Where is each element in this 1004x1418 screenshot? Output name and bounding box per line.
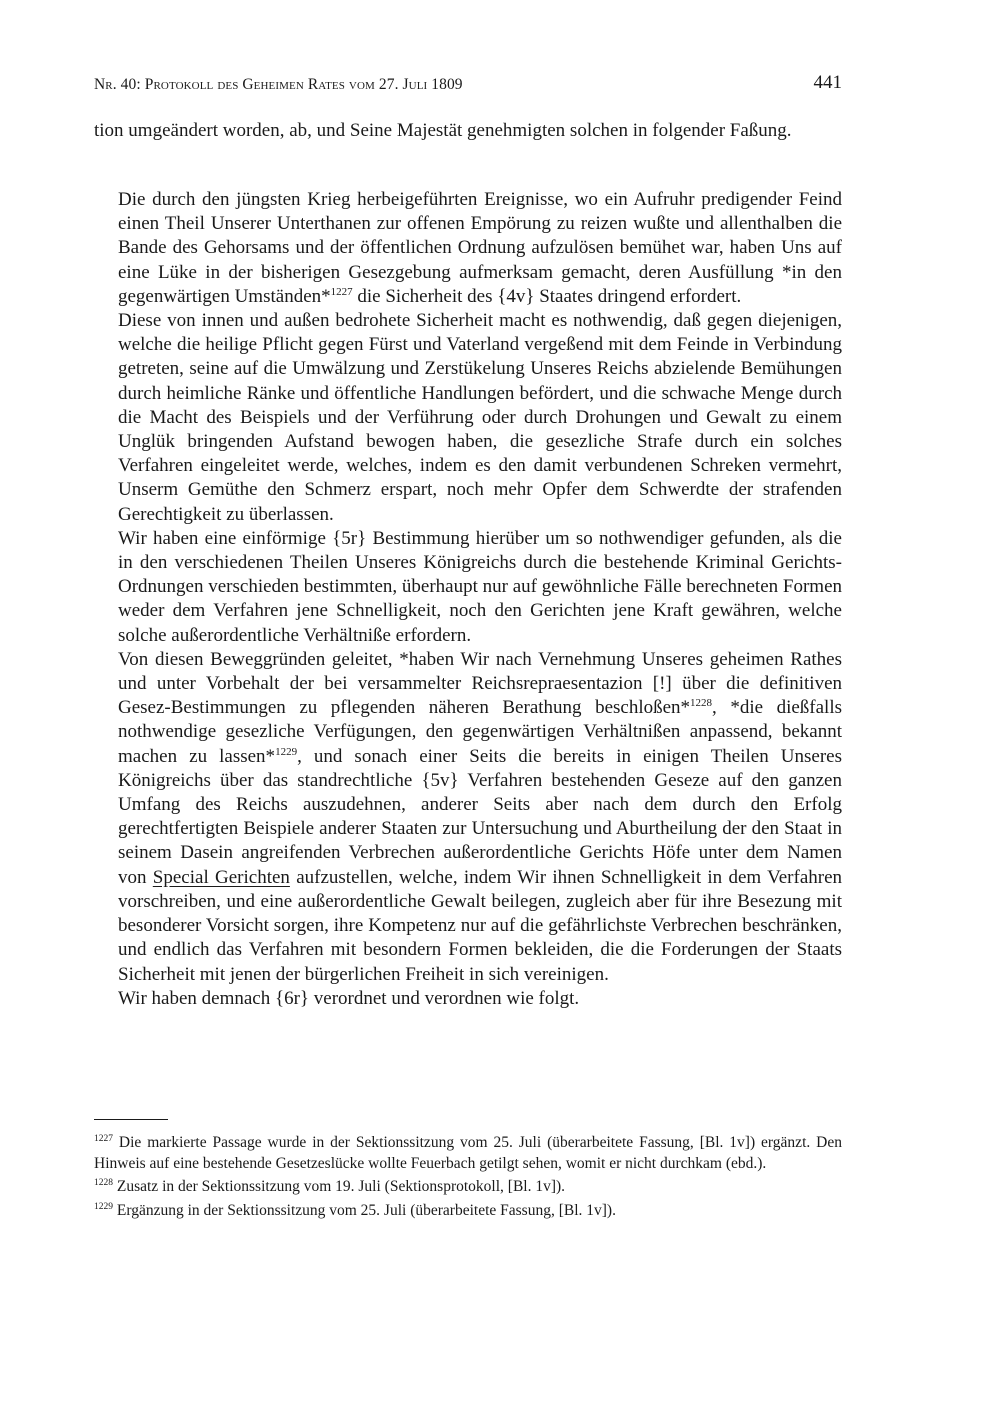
quoted-decree (118, 188, 842, 1011)
paragraph-text: , und sonach einer Seits die bereits in einigen Theilen Unseres Königreichs über das standrechtliche {5v} Verfahren bestehenden Geseze auf den ganzen Umfang des Reichs auszudehnen, anderer Seits aber nach dem durch den Erfolg gerechtfertigten Beispiele anderer Staaten zur Untersuchung und Aburtheilung der den Staat in seinem Dasein angreifenden Verbrechen außerordentliche Gerichts Höfe unter dem Namen von (118, 745, 842, 888)
footnote-number: 1229 (94, 1201, 113, 1212)
underlined-term: Special Gerichten (152, 866, 290, 888)
footnote-number: 1227 (94, 1134, 113, 1144)
footnote (94, 1177, 842, 1198)
page-number: 441 (813, 72, 842, 93)
paragraph-text: Die durch den jüngsten Krieg herbeigeführten Ereignisse, wo ein Aufruhr predigender Feind einen Theil Unserer Unterthanen zur offenen Empörung zu reizen wußte und allenthalben die Bande des Gehorsams und der öffentlichen Ordnung aufzulösen bemühet war, haben Uns auf eine Lüke in der bisherigen Gesezgebung aufmerksam gemacht, deren Ausfüllung *in den gegenwärtigen Umständen* (118, 189, 842, 307)
footnote-text: Ergänzung in der Sektionssitzung vom 25. Juli (überarbeitete Fassung, [Bl. 1v]). (113, 1201, 616, 1219)
decree-paragraph: Diese von innen und außen bedrohete Sicherheit macht es nothwendig, daß gegen diejenigen, welche die heilige Pflicht gegen Fürst und Vaterland vergeßend mit dem Feinde in Verbindung getreten, seine auf die Umwälzung und Zerstükelung Unseres Reichs abzielende Bemühungen durch heimliche Ränke und öffentliche Handlungen befördert, und die schwache Menge durch die Macht des Beispiels und der Verführung oder durch Drohungen und Gewalt zu einem Unglük bringenden Aufstand bewogen haben, die gesezliche Strafe durch ein solches Verfahren eingeleitet werde, welches, indem es den damit verbundenen Schreken vermehrt, Unserm Gemüthe den Schmerz erspart, noch mehr Opfer dem Schwerdte der strafenden Gerechtigkeit zu überlassen. (118, 310, 842, 525)
paragraph-text: aufzustellen, welche, indem Wir ihnen Schnelligkeit in dem Verfahren vorschreiben, und eine außerordentliche Gewalt beilegen, zugleich aber für ihre Besezung mit besonderer Vorsicht sorgen, ihre Kompetenz nur auf die gefährlichste Verbrechen beschränken, und endlich das Verfahren mit besondern Formen bekleiden, die die Forderungen der Staats Sicherheit mit jenen der bürgerlichen Freiheit in sich vereinigen. (118, 866, 843, 985)
running-header-title: Nr. 40: Protokoll des Geheimen Rates vom 27. Juli 1809 (94, 76, 463, 93)
intro-paragraph: tion umgeändert worden, ab, und Seine Majestät genehmigten solchen in folgender Faßung. (94, 120, 792, 141)
footnote (94, 1133, 842, 1174)
footnote-ref[interactable]: 1229 (275, 745, 298, 758)
footnote-ref[interactable]: 1228 (690, 697, 713, 710)
decree-paragraph (118, 648, 842, 987)
decree-paragraph: Wir haben demnach {6r} verordnet und verordnen wie folgt. (118, 987, 580, 1009)
footnote (94, 1201, 842, 1222)
footnote-text: Die markierte Passage wurde in der Sektionssitzung vom 25. Juli (überarbeitete Fassung, [Bl. 1v]) ergänzt. Den Hinweis auf eine bestehende Gesetzeslücke wollte Feuerbach getilgt sehen, womit er nicht durchkam (ebd.). (94, 1134, 842, 1172)
running-header (94, 72, 842, 98)
decree-paragraph: Wir haben eine einförmige {5r} Bestimmung hierüber um so nothwendiger gefunden, als die in den verschiedenen Theilen Unseres Königreichs durch die bestehende Kriminal Gerichts-Ordnungen verschieden bestimmten, überhaupt nur auf gewöhnliche Fälle berechneten Formen weder dem Verfahren jene Schnelligkeit, noch den Gerichten jene Kraft gewähren, welche solche außerordentliche Verhältniße erfordern. (118, 527, 842, 646)
footnote-text: Zusatz in der Sektionssitzung vom 19. Juli (Sektionsprotokoll, [Bl. 1v]). (113, 1178, 566, 1195)
decree-paragraph (118, 188, 842, 309)
paragraph-text: die Sicherheit des {4v} Staates dringend erfordert. (352, 285, 742, 307)
footnotes (94, 1133, 842, 1224)
footnote-number: 1228 (94, 1178, 113, 1188)
footnote-ref[interactable]: 1227 (330, 285, 353, 298)
paragraph-text: , *die dießfalls nothwendige gesezliche Verfügungen, den gegenwärtigen Verhältnißen anpassend, bekannt machen zu lassen* (118, 697, 842, 767)
paragraph-text: Von diesen Beweggründen geleitet, *haben Wir nach Vernehmung Unseres geheimen Rathes und unter Vorbehalt der bei versammelter Reichsrepraesentazion [!] über die definitiven Gesez-Bestimmungen zu pflegenden näheren Berathung beschloßen* (118, 648, 842, 719)
footnote-separator (94, 1119, 168, 1120)
